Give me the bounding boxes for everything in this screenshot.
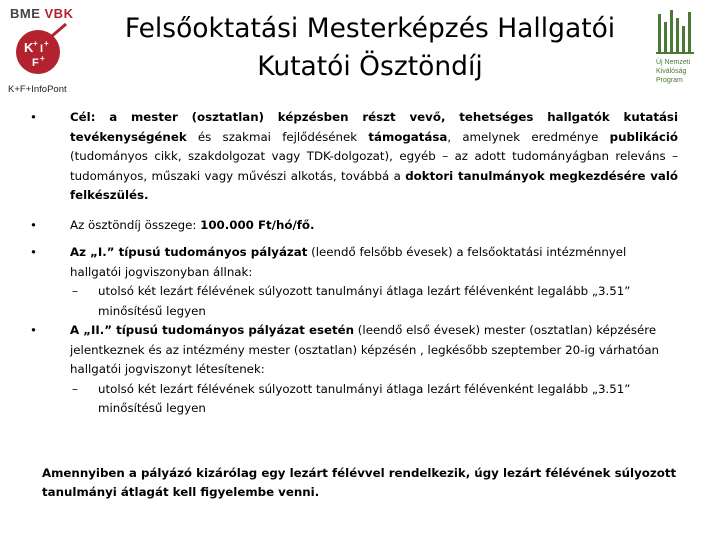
bullet-icon: • <box>30 217 37 232</box>
list-item <box>28 216 678 236</box>
footer-note: Amennyiben a pályázó kizárólag egy lezárt félévvel rendelkezik, úgy lezárt félévének súlyozott tanulmányi átlagát kell figyelembe venni. <box>42 466 677 499</box>
bold-text-run: 100.000 Ft/hó/fő. <box>200 217 315 232</box>
item-text <box>70 218 315 232</box>
list-item <box>28 321 678 380</box>
text-run: (tudományos cikk, szakdolgozat vagy TDK-dolgozat), egyéb – az adott tudományágban releváns – tudományos, műszaki vagy művészi alkotás, továbbá a <box>70 149 678 183</box>
bold-text-run: Cél: a mester (osztatlan) képzésben részt vevő, tehetséges hallgatók kutatási tevékenységének <box>70 110 678 144</box>
svg-text:+: + <box>40 54 45 63</box>
bold-text-run: publikáció <box>609 129 678 144</box>
text-run: Az ösztöndíj összege: <box>70 217 201 232</box>
bold-text-run: Az „I.” típusú tudományos pályázat <box>70 245 308 259</box>
bold-text-run: doktori tanulmányok <box>405 168 545 183</box>
sub-list-item <box>56 380 678 419</box>
svg-text:K: K <box>24 40 34 55</box>
bullet-icon: • <box>30 323 37 337</box>
unkp-logo <box>648 8 710 84</box>
text-run: (leendő felsőbb évesek) a felsőoktatási intézménnyel hallgatói jogviszonyban állnak: <box>70 245 627 279</box>
title-line-1: Felsőoktatási Mesterképzés Hallgatói <box>124 13 616 44</box>
item-text <box>70 323 659 376</box>
sub-item-text: utolsó két lezárt félévének súlyozott tanulmányi átlaga lezárt félévenként legalább „3.51” minősítésű legyen <box>98 284 631 318</box>
item-text <box>70 245 626 279</box>
kf-infopont-caption: K+F+InfoPont <box>8 84 67 95</box>
main-content <box>28 108 678 419</box>
bme-vbk-wordmark: BME VBK <box>10 6 74 21</box>
item-text <box>70 110 678 202</box>
text-run: , amelynek eredménye <box>447 129 610 144</box>
unkp-caption: Új Nemzeti Kiválóság Program <box>656 59 691 84</box>
title-line-2: Kutatói Ösztöndíj <box>257 51 483 82</box>
svg-text:F: F <box>32 57 39 69</box>
sub-item-text: utolsó két lezárt félévének súlyozott tanulmányi átlaga lezárt félévenként legalább „3.51” minősítésű legyen <box>98 381 631 415</box>
unkp-emblem-icon <box>656 8 696 56</box>
bold-text-run: A „II.” típusú tudományos pályázat esetén <box>70 323 355 337</box>
bme-vbk-logo <box>4 4 76 96</box>
svg-text:+: + <box>44 39 49 48</box>
dash-icon: – <box>72 381 78 396</box>
page-title <box>90 10 650 86</box>
text-run: és szakmai fejlődésének <box>186 129 369 144</box>
bullet-icon: • <box>30 245 37 259</box>
sub-list-item <box>56 282 678 321</box>
bold-text-run: támogatása <box>368 129 448 144</box>
list-item <box>28 108 678 206</box>
kf-emblem-icon <box>12 22 68 80</box>
bullet-icon: • <box>30 110 37 124</box>
list-item <box>28 243 678 282</box>
svg-text:I: I <box>40 43 44 55</box>
dash-icon: – <box>72 284 78 298</box>
svg-text:+: + <box>33 39 38 48</box>
text-run: (leendő első évesek) mester (osztatlan) képzésére jelentkeznek és az intézmény mester (osztatlan) képzésén , legkésőbb szeptember 20-ig várhatóan hallgatói jogviszonyt létesítenek: <box>70 323 660 376</box>
bold-text-run: megkezdésére való felkészülés. <box>70 168 679 202</box>
